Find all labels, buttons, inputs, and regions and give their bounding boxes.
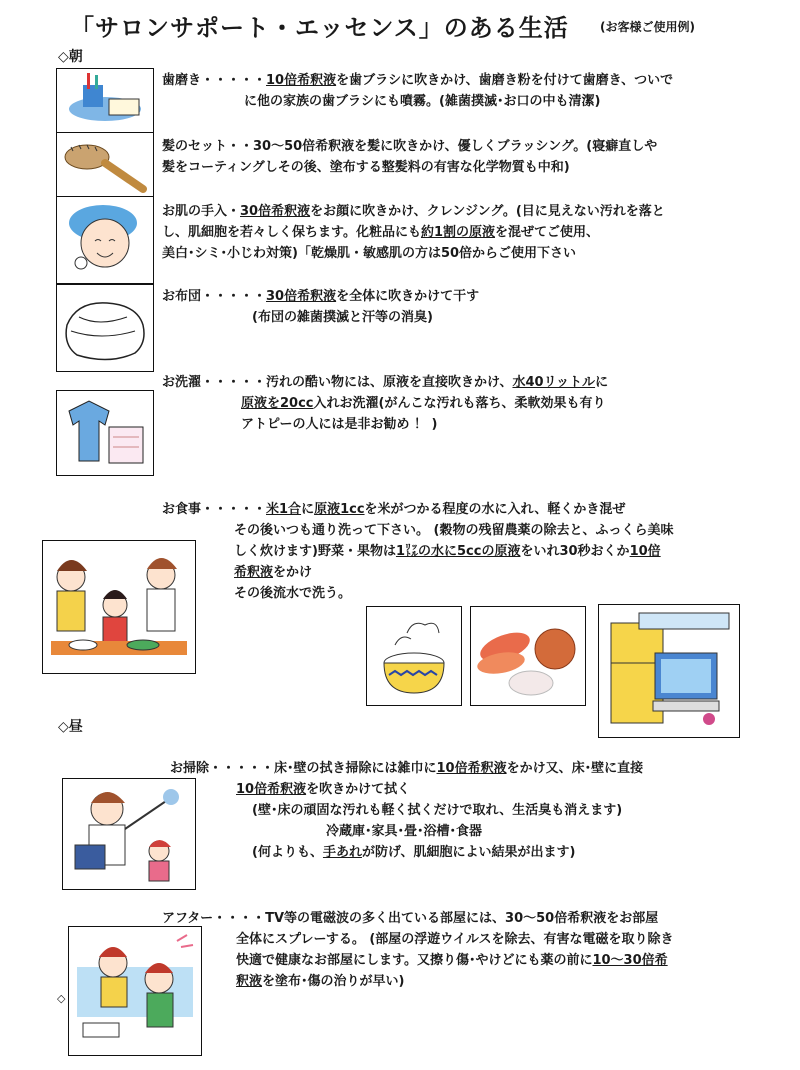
skin-line-3: 美白･シミ･小じわ対策)「乾燥肌・敏感肌の方は50倍からご使用下さい xyxy=(162,246,577,261)
room-relax-illustration xyxy=(68,926,202,1056)
laundry-line-1: お洗濯・・・・・汚れの酷い物には、原液を直接吹きかけ、水40リットルに xyxy=(162,375,609,390)
food-ingredients-illustration xyxy=(470,606,586,706)
futon-line-1: お布団・・・・・30倍希釈液を全体に吹きかけて干す xyxy=(162,289,480,304)
skin-line-2: し、肌細胞を若々しく保ちます。化粧品にも約1割の原液を混ぜてご使用、 xyxy=(162,225,600,240)
hairbrush-illustration xyxy=(56,132,154,198)
toothbrush-line-2: に他の家族の歯ブラシにも噴霧。(雑菌撲滅･お口の中も清潔) xyxy=(244,94,601,109)
laundry-line-3: アトピーの人には是非お勧め ！ ) xyxy=(241,417,438,432)
after-line-1: アフター・・・・TV等の電磁波の多く出ている部屋には、30～50倍希釈液をお部屋 xyxy=(162,911,659,926)
page-subtitle: (お客様ご使用例) xyxy=(600,20,695,34)
meal-line-5: その後流水で洗う。 xyxy=(234,586,352,601)
after-line-3: 快適で健康なお部屋にします。又擦り傷･やけどにも薬の前に10～30倍希 xyxy=(236,953,668,968)
futon-line-2: (布団の雑菌撲滅と汗等の消臭) xyxy=(252,310,433,325)
toothbrush-cup-illustration xyxy=(56,68,154,134)
hair-line-1: 髪のセット・・30～50倍希釈液を髪に吹きかけ、優しくブラッシング。(寝癖直しや xyxy=(162,139,658,154)
cleaning-illustration xyxy=(62,778,196,890)
cleaning-line-1: お掃除・・・・・床･壁の拭き掃除には雑巾に10倍希釈液をかけ又、床･壁に直接 xyxy=(170,761,644,776)
laundry-clothes-illustration xyxy=(56,390,154,476)
cleaning-line-5: (何よりも、手あれが防げ、肌細胞によい結果が出ます) xyxy=(252,845,576,860)
section-noon: ◇昼 xyxy=(58,719,83,735)
meal-line-3: しく炊けます)野菜・果物は1㍑の水に5ccの原液をいれ30秒おくか10倍 xyxy=(234,544,661,559)
page-title: 「サロンサポート・エッセンス」のある生活 xyxy=(70,14,569,42)
appliances-illustration xyxy=(598,604,740,738)
face-care-illustration xyxy=(56,196,154,284)
rice-bowl-illustration xyxy=(366,606,462,706)
laundry-line-2: 原液を20cc入れお洗濯(がんこな汚れも落ち、柔軟効果も有り xyxy=(241,396,606,411)
hair-line-2: 髪をコーティングしその後、塗布する整髪料の有害な化学物質も中和) xyxy=(162,160,570,175)
meal-line-4: 希釈液をかけ xyxy=(234,565,313,580)
small-diamond-marker: ◇ xyxy=(57,992,66,1005)
cleaning-line-2: 10倍希釈液を吹きかけて拭く xyxy=(236,782,411,797)
futon-illustration xyxy=(56,284,154,372)
after-line-4: 釈液を塗布･傷の治りが早い) xyxy=(236,974,405,989)
cleaning-line-3: (壁･床の頑固な汚れも軽く拭くだけで取れ、生活臭も消えます) xyxy=(252,803,623,818)
section-morning: ◇朝 xyxy=(58,49,83,65)
family-meal-illustration xyxy=(42,540,196,674)
skin-line-1: お肌の手入・30倍希釈液をお顔に吹きかけ、クレンジング。(目に見えない汚れを落と xyxy=(162,204,665,219)
after-line-2: 全体にスプレーする。 (部屋の浮遊ウイルスを除去、有害な電磁を取り除き xyxy=(236,932,674,947)
toothbrush-line-1: 歯磨き・・・・・10倍希釈液を歯ブラシに吹きかけ、歯磨き粉を付けて歯磨き、ついで xyxy=(162,73,674,88)
meal-line-2: その後いつも通り洗って下さい。 (穀物の残留農薬の除去と、ふっくら美味 xyxy=(234,523,674,538)
meal-line-1: お食事・・・・・米1合に原液1ccを米がつかる程度の水に入れ、軽くかき混ぜ xyxy=(162,502,626,517)
cleaning-line-4: 冷蔵庫･家具･畳･浴槽･食器 xyxy=(326,824,483,839)
